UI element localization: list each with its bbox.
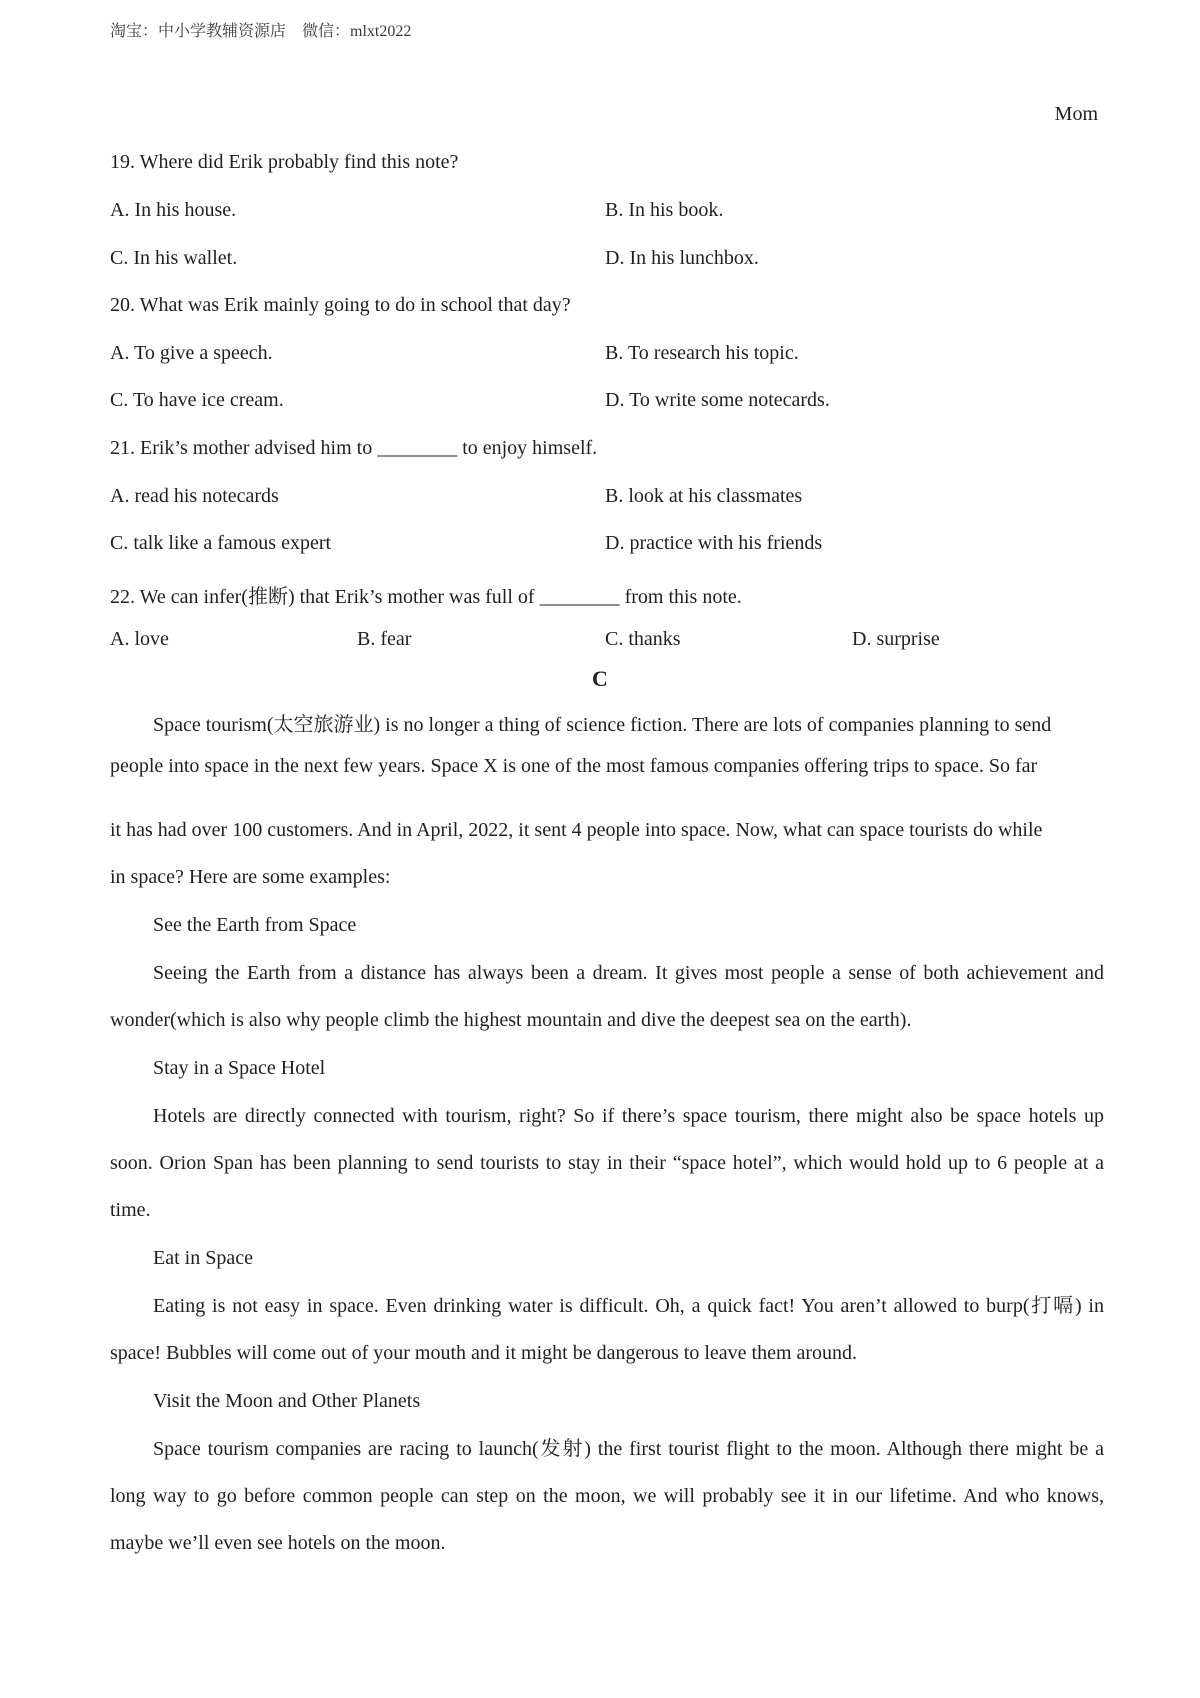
section-heading: C <box>592 666 608 691</box>
question-20-stem: 20. What was Erik mainly going to do in school that day? <box>110 294 571 316</box>
question-21-stem: 21. Erik’s mother advised him to ________ to enjoy himself. <box>110 437 598 459</box>
question-21-option-a: A. read his notecards <box>110 485 279 507</box>
question-19-option-a: A. In his house. <box>110 199 237 221</box>
question-22-option-c: C. thanks <box>605 628 681 650</box>
note-signature: Mom <box>1054 103 1098 125</box>
question-21-option-c: C. talk like a famous expert <box>110 532 332 554</box>
question-20-option-b: B. To research his topic. <box>605 342 799 364</box>
question-19-option-c: C. In his wallet. <box>110 247 238 269</box>
question-22-option-d: D. surprise <box>852 628 940 650</box>
question-19-option-b: B. In his book. <box>605 199 724 221</box>
question-20-option-a: A. To give a speech. <box>110 342 273 364</box>
intro-line-4: in space? Here are some examples: <box>110 866 391 888</box>
question-22-option-b: B. fear <box>357 628 412 650</box>
question-21-option-d: D. practice with his friends <box>605 532 823 554</box>
topic-2-title: Stay in a Space Hotel <box>153 1057 326 1079</box>
topic-4-title: Visit the Moon and Other Planets <box>153 1390 421 1412</box>
topic-1-title: See the Earth from Space <box>153 914 357 936</box>
question-20-option-d: D. To write some notecards. <box>605 389 830 411</box>
question-19-option-d: D. In his lunchbox. <box>605 247 759 269</box>
intro-line-2: people into space in the next few years. Space X is one of the most famous companies offering trips to space. So far <box>110 755 1038 777</box>
question-22-option-a: A. love <box>110 628 169 650</box>
intro-line-3: it has had over 100 customers. And in April, 2022, it sent 4 people into space. Now, what can space tourists do while <box>110 819 1043 841</box>
topic-4-text: Space tourism companies are racing to launch(发射) the first tourist flight to the moon. Although there might be a long way to go before common people can step on the moon, we will probably see it in our lifetime. And who knows, maybe we’ll even see hotels on the moon. <box>110 1438 1104 1554</box>
question-22-stem: 22. We can infer(推断) that Erik’s mother was full of ________ from this note. <box>110 586 742 608</box>
topic-2-text: Hotels are directly connected with tourism, right? So if there’s space tourism, there might also be space hotels up soon. Orion Span has been planning to send tourists to stay in their “space hotel”, which would hold up to 6 people at a time. <box>110 1105 1104 1221</box>
topic-3-title: Eat in Space <box>153 1247 253 1269</box>
header-watermark: 淘宝：中小学教辅资源店 微信：mlxt2022 <box>110 23 412 40</box>
topic-3-text: Eating is not easy in space. Even drinking water is difficult. Oh, a quick fact! You aren’t allowed to burp(打嗝) in space! Bubbles will come out of your mouth and it might be dangerous to leave them around. <box>110 1295 1104 1364</box>
intro-line-1: Space tourism(太空旅游业) is no longer a thing of science fiction. There are lots of companies planning to send <box>153 714 1052 736</box>
topic-1-text: Seeing the Earth from a distance has always been a dream. It gives most people a sense of both achievement and wonder(which is also why people climb the highest mountain and dive the deepest sea on the earth). <box>110 962 1104 1031</box>
question-21-option-b: B. look at his classmates <box>605 485 803 507</box>
question-20-option-c: C. To have ice cream. <box>110 389 284 411</box>
question-19-stem: 19. Where did Erik probably find this note? <box>110 151 459 173</box>
